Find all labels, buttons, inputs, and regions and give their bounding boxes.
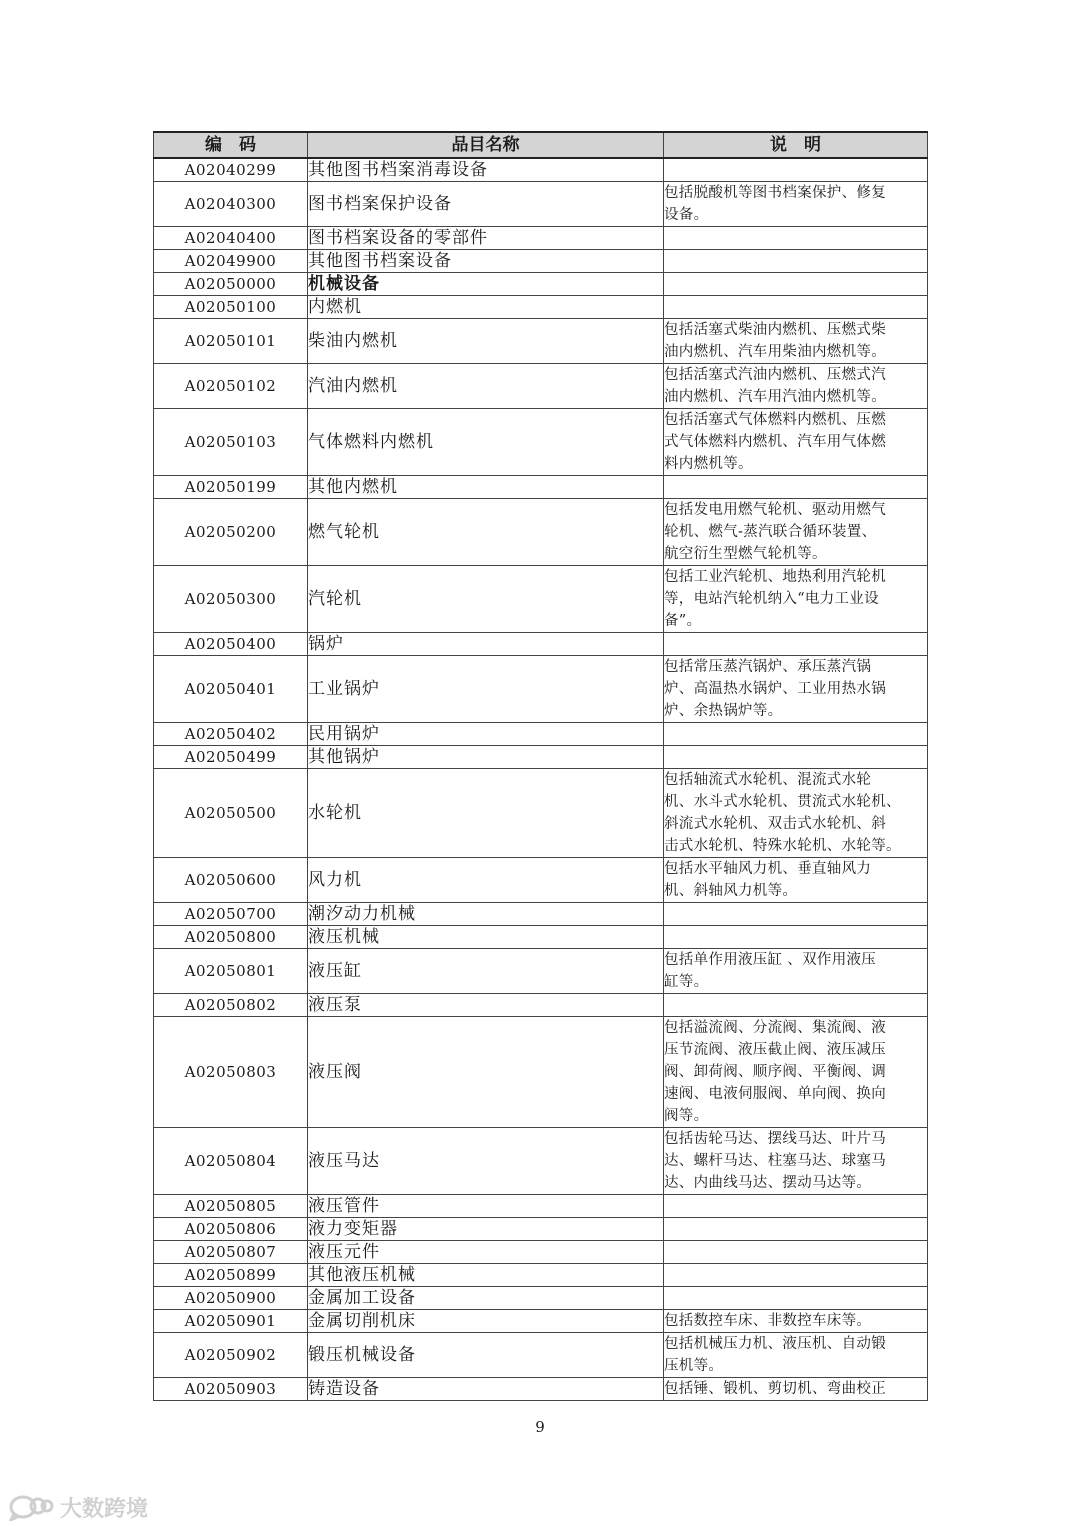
catalog-table [153,131,928,1401]
item-description [664,273,928,296]
item-description [664,994,928,1017]
item-description [664,1128,928,1195]
description-line: 包括机械压力机、液压机、自动锻 [664,1336,886,1352]
item-description [664,1017,928,1128]
item-name: 液压缸 [308,949,664,994]
item-description [664,158,928,182]
item-code: A02040299 [154,158,308,182]
table-row [154,1128,928,1195]
description-line: 机、水斗式水轮机、贯流式水轮机、 [664,794,901,810]
table-row [154,949,928,994]
item-code: A02050000 [154,273,308,296]
item-name: 液力变矩器 [308,1218,664,1241]
description-line: 斜流式水轮机、双击式水轮机、斜 [664,816,886,832]
item-name: 锅炉 [308,633,664,656]
item-name: 图书档案设备的零部件 [308,227,664,250]
item-name: 汽轮机 [308,566,664,633]
item-code: A02050802 [154,994,308,1017]
item-description [664,633,928,656]
item-code: A02050103 [154,409,308,476]
table-row [154,182,928,227]
description-line: 炉、高温热水锅炉、工业用热水锅 [664,681,886,697]
table-row [154,364,928,409]
table-row [154,158,928,182]
item-code: A02050902 [154,1333,308,1378]
table-row [154,476,928,499]
description-line: 包括单作用液压缸 、双作用液压 [664,952,877,968]
page-number: 9 [535,1418,545,1436]
description-line: 油内燃机、汽车用柴油内燃机等。 [664,344,886,360]
description-line: 达、螺杆马达、柱塞马达、球塞马 [664,1153,886,1169]
item-name: 其他内燃机 [308,476,664,499]
watermark-text: 大数跨境 [60,1496,149,1522]
description-line: 缸等。 [664,974,709,990]
description-line: 包括水平轴风力机、垂直轴风力 [664,861,872,877]
table-row [154,409,928,476]
description-line: 料内燃机等。 [664,456,753,472]
item-code: A02050806 [154,1218,308,1241]
table-row [154,273,928,296]
description-line: 包括溢流阀、分流阀、集流阀、液 [664,1020,886,1036]
table-row [154,1378,928,1401]
item-code: A02050807 [154,1241,308,1264]
table-row [154,250,928,273]
item-code: A02050899 [154,1264,308,1287]
description-line: 包括齿轮马达、摆线马达、叶片马 [664,1131,886,1147]
item-name: 水轮机 [308,769,664,858]
item-name: 其他图书档案消毒设备 [308,158,664,182]
table-row [154,723,928,746]
item-description [664,409,928,476]
item-name: 液压马达 [308,1128,664,1195]
table-row [154,656,928,723]
item-code: A02050300 [154,566,308,633]
item-description [664,656,928,723]
table-row [154,296,928,319]
description-line: 压机等。 [664,1358,724,1374]
item-code: A02050901 [154,1310,308,1333]
item-code: A02050801 [154,949,308,994]
description-line: 包括常压蒸汽锅炉、承压蒸汽锅 [664,659,872,675]
table-row [154,1264,928,1287]
item-code: A02050100 [154,296,308,319]
item-description [664,1218,928,1241]
description-line: 等，电站汽轮机纳入“电力工业设 [664,591,879,607]
item-description [664,566,928,633]
header-code: 编 码 [154,132,308,158]
item-description [664,182,928,227]
item-name: 液压机械 [308,926,664,949]
description-line: 包括活塞式柴油内燃机、压燃式柴 [664,322,886,338]
item-name: 金属切削机床 [308,1310,664,1333]
chat-bubbles-icon [8,1493,54,1521]
item-description [664,476,928,499]
item-description [664,1195,928,1218]
item-description [664,926,928,949]
item-code: A02050400 [154,633,308,656]
item-description [664,1333,928,1378]
description-line: 油内燃机、汽车用汽油内燃机等。 [664,389,886,405]
item-code: A02050500 [154,769,308,858]
item-description [664,227,928,250]
item-code: A02050199 [154,476,308,499]
item-name: 液压泵 [308,994,664,1017]
item-description [664,949,928,994]
table-row [154,769,928,858]
item-code: A02050600 [154,858,308,903]
description-line: 式气体燃料内燃机、汽车用气体燃 [664,434,886,450]
item-description [664,769,928,858]
item-name: 风力机 [308,858,664,903]
item-code: A02050101 [154,319,308,364]
item-name: 工业锅炉 [308,656,664,723]
table-row [154,319,928,364]
description-line: 设备。 [664,207,709,223]
item-description [664,1264,928,1287]
item-description [664,858,928,903]
description-line: 包括工业汽轮机、地热利用汽轮机 [664,569,886,585]
description-line: 航空衍生型燃气轮机等。 [664,546,827,562]
table-row [154,746,928,769]
table-row [154,566,928,633]
item-code: A02050900 [154,1287,308,1310]
item-code: A02050805 [154,1195,308,1218]
table-row [154,1241,928,1264]
item-name: 机械设备 [308,273,664,296]
watermark [8,1492,148,1522]
item-code: A02050903 [154,1378,308,1401]
item-description [664,296,928,319]
table-row [154,499,928,566]
item-description [664,364,928,409]
item-code: A02049900 [154,250,308,273]
item-name: 柴油内燃机 [308,319,664,364]
item-code: A02050401 [154,656,308,723]
description-line: 阀等。 [664,1108,709,1124]
item-description [664,1241,928,1264]
item-name: 民用锅炉 [308,723,664,746]
item-code: A02050700 [154,903,308,926]
table-row [154,1310,928,1333]
description-line: 包括活塞式汽油内燃机、压燃式汽 [664,367,886,383]
table-row [154,633,928,656]
item-name: 气体燃料内燃机 [308,409,664,476]
item-name: 液压阀 [308,1017,664,1128]
description-line: 备”。 [664,613,702,629]
table-row [154,1017,928,1128]
description-line: 轮机、燃气-蒸汽联合循环装置、 [664,524,877,540]
description-line: 机、斜轴风力机等。 [664,883,798,899]
item-name: 锻压机械设备 [308,1333,664,1378]
item-code: A02050800 [154,926,308,949]
item-code: A02050803 [154,1017,308,1128]
description-line: 包括活塞式气体燃料内燃机、压燃 [664,412,886,428]
item-name: 液压管件 [308,1195,664,1218]
table-row [154,994,928,1017]
item-name: 液压元件 [308,1241,664,1264]
item-code: A02050200 [154,499,308,566]
item-name: 其他液压机械 [308,1264,664,1287]
item-name: 其他图书档案设备 [308,250,664,273]
description-line: 击式水轮机、特殊水轮机、水轮等。 [664,838,901,854]
table-row [154,858,928,903]
item-description [664,723,928,746]
table-row [154,926,928,949]
item-name: 其他锅炉 [308,746,664,769]
description-line: 达、内曲线马达、摆动马达等。 [664,1175,872,1191]
description-line: 包括轴流式水轮机、混流式水轮 [664,772,872,788]
item-name: 潮汐动力机械 [308,903,664,926]
description-line: 炉、余热锅炉等。 [664,703,783,719]
description-line: 压节流阀、液压截止阀、液压减压 [664,1042,886,1058]
item-description [664,903,928,926]
description-line: 速阀、电液伺服阀、单向阀、换向 [664,1086,886,1102]
item-code: A02050102 [154,364,308,409]
table-row [154,227,928,250]
table-header-row [154,132,928,158]
item-name: 汽油内燃机 [308,364,664,409]
table-row [154,1333,928,1378]
item-name: 金属加工设备 [308,1287,664,1310]
item-code: A02050499 [154,746,308,769]
description-line: 包括发电用燃气轮机、驱动用燃气 [664,502,886,518]
description-line: 包括锤、锻机、剪切机、弯曲校正 [664,1381,886,1397]
item-description [664,746,928,769]
item-name: 铸造设备 [308,1378,664,1401]
table-row [154,1287,928,1310]
item-description [664,1287,928,1310]
table-row [154,903,928,926]
item-description [664,1310,928,1333]
item-description [664,319,928,364]
description-line: 包括数控车床、非数控车床等。 [664,1313,872,1329]
item-code: A02040400 [154,227,308,250]
description-line: 包括脱酸机等图书档案保护、修复 [664,185,886,201]
item-name: 燃气轮机 [308,499,664,566]
table-row [154,1195,928,1218]
item-code: A02050402 [154,723,308,746]
item-description [664,250,928,273]
header-name: 品目名称 [308,132,664,158]
table-body [154,158,928,1401]
header-description: 说 明 [664,132,928,158]
item-code: A02040300 [154,182,308,227]
item-name: 图书档案保护设备 [308,182,664,227]
description-line: 阀、卸荷阀、顺序阀、平衡阀、调 [664,1064,886,1080]
item-code: A02050804 [154,1128,308,1195]
item-description [664,1378,928,1401]
item-description [664,499,928,566]
item-name: 内燃机 [308,296,664,319]
table-row [154,1218,928,1241]
